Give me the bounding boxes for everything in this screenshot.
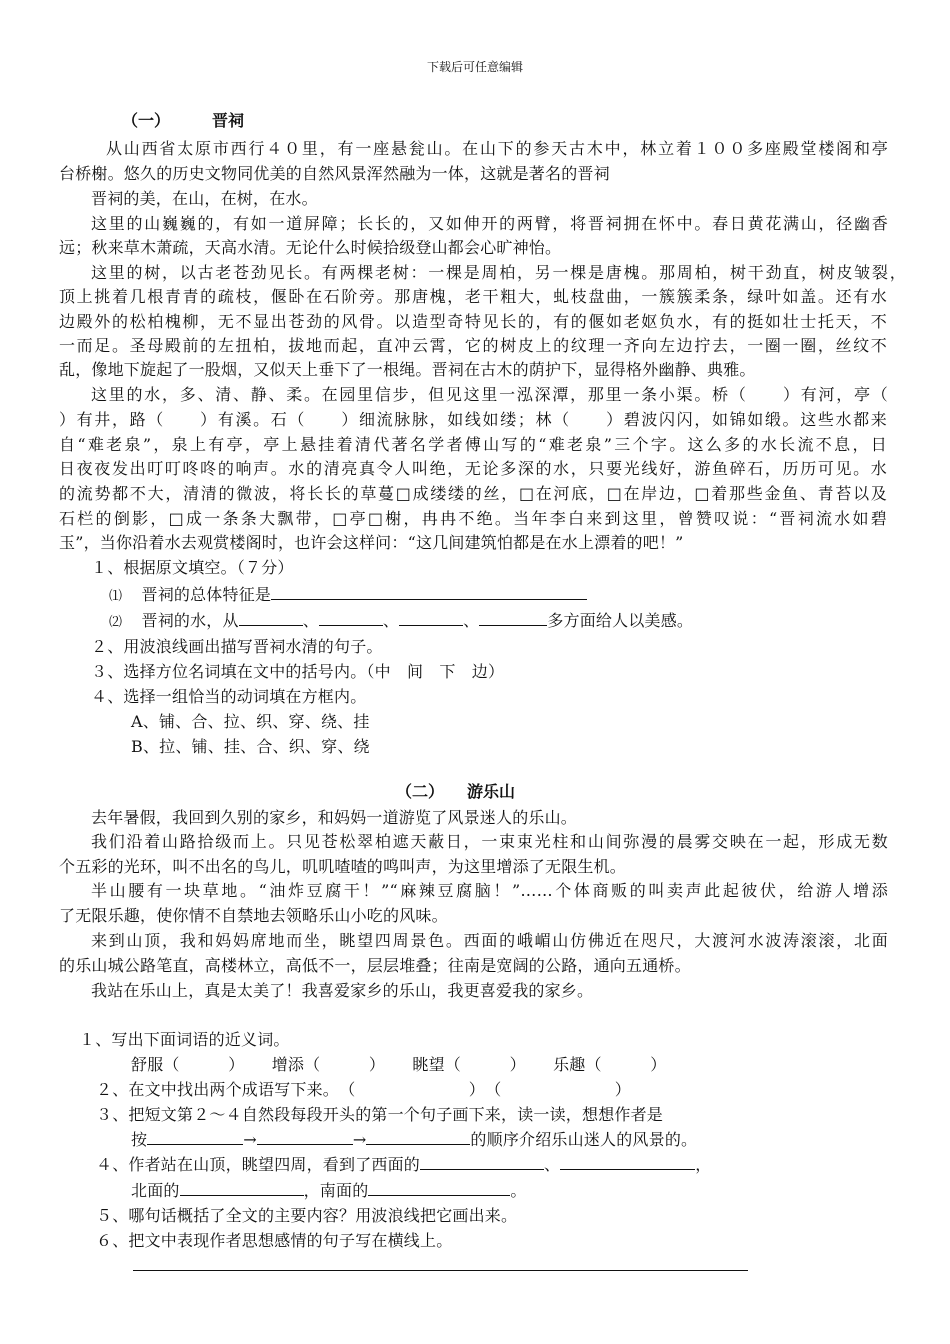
s2-question-4 xyxy=(96,1152,711,1175)
section2-number: （二） xyxy=(396,782,445,801)
s2-q1-word-4: 乐趣（ ） xyxy=(553,1055,667,1074)
s1-line-4: 这里的山巍巍的，有如一道屏障；长长的，又如伸开的两臂，将晋祠拥在怀中。春日黄花满山，径幽香 xyxy=(91,214,888,233)
s2-q4-south: ，南面的 xyxy=(303,1181,369,1200)
s1-line-15: 的流势都不大，清清的微波，将长长的草蔓□成缕缕的丝，□在河底，□在岸边，□着那些金鱼、青苔以及 xyxy=(59,484,887,503)
answer-blank[interactable] xyxy=(180,1180,304,1196)
s1-q1-1-number: ⑴ xyxy=(109,589,123,604)
s2-q3-prefix: 按 xyxy=(131,1130,148,1149)
section1-number: （一） xyxy=(122,111,171,130)
s1-q1-2-number: ⑵ xyxy=(109,615,123,630)
s1-line-6: 这里的树，以古老苍劲见长。有两棵老树：一棵是周柏，另一棵是唐槐。那周柏，树干劲直，树皮皱裂， xyxy=(91,263,906,282)
s1-line-2: 台桥榭。悠久的历史文物同优美的自然风景浑然融为一体，这就是著名的晋祠 xyxy=(59,164,610,183)
separator: 、 xyxy=(382,611,400,630)
s2-q1-words xyxy=(131,1052,667,1075)
answer-blank[interactable] xyxy=(271,584,587,600)
s1-q4-option-b: B、拉、铺、挂、合、织、穿、绕 xyxy=(131,737,370,756)
s2-q3-suffix: 的顺序介绍乐山迷人的风景的。 xyxy=(470,1130,698,1149)
s1-q1-2-end: 多方面给人以美感。 xyxy=(547,611,694,630)
s1-question-1-1 xyxy=(109,582,587,605)
s1-question-1-2 xyxy=(109,608,693,631)
s2-line-5: 了无限乐趣，使你情不自禁地去领略乐山小吃的风味。 xyxy=(59,906,448,925)
s1-line-12: ）有井，路（ ）有溪。石（ ）细流脉脉，如线如缕；林（ ）碧波闪闪，如锦如缎。这些水都来 xyxy=(59,410,887,429)
s2-question-6: ６、把文中表现作者思想感情的句子写在横线上。 xyxy=(96,1231,453,1250)
page-header: 下载后可任意编辑 xyxy=(426,60,523,74)
s1-line-9: 一而足。圣母殿前的左扭柏，拔地而起，直冲云霄，它的树皮上的纹理一齐向左边拧去，一圈一圈，丝纹不 xyxy=(59,336,887,355)
s1-line-16: 石栏的倒影，□成一条条大飘带，□亭□榭，冉冉不绝。当年李白来到这里，曾赞叹说：“晋祠流水如碧 xyxy=(59,509,887,528)
s1-question-4: ４、选择一组恰当的动词填在方框内。 xyxy=(91,687,367,706)
s1-line-10: 乱，像地下旋起了一股烟，又似天上垂下了一根绳。晋祠在古木的荫护下，显得格外幽静、典雅。 xyxy=(59,360,756,379)
s2-q1-word-1: 舒服（ ） xyxy=(131,1055,245,1074)
answer-blank[interactable] xyxy=(147,1129,243,1145)
s2-question-2: ２、在文中找出两个成语写下来。 （ ） （ ） xyxy=(96,1080,632,1099)
s2-line-4: 半山腰有一块草地。“油炸豆腐干！”“麻辣豆腐脑！”……个体商贩的叫卖声此起彼伏，给游人增添 xyxy=(91,881,888,900)
s1-line-11: 这里的水，多、清、静、柔。在园里信步，但见这里一泓深潭，那里一条小渠。桥（ ）有河，亭（ xyxy=(91,385,888,404)
arrow: → xyxy=(352,1130,367,1149)
s1-line-7: 顶上挑着几根青青的疏枝，偃卧在石阶旁。那唐槐，老干粗大，虬枝盘曲，一簇簇柔条，绿叶如盖。还有水 xyxy=(59,287,887,306)
separator: 、 xyxy=(544,1155,561,1174)
s1-line-5: 远；秋来草木萧疏，天高水清。无论什么时候拾级登山都会心旷神怡。 xyxy=(59,238,562,257)
s1-q1-2-text: 晋祠的水，从 xyxy=(141,611,239,630)
s1-question-3: ３、选择方位名词填在文中的括号内。（中 间 下 边） xyxy=(91,662,505,681)
s2-line-6: 来到山顶，我和妈妈席地而坐，眺望四周景色。西面的峨嵋山仿佛近在咫尺，大渡河水波涛滚滚，北面 xyxy=(91,931,888,950)
answer-blank[interactable] xyxy=(479,610,547,626)
separator: 、 xyxy=(302,611,319,630)
s1-question-2: ２、用波浪线画出描写晋祠水清的句子。 xyxy=(91,637,383,656)
s2-q1-word-3: 眺望（ ） xyxy=(412,1055,526,1074)
s2-line-2: 我们沿着山路拾级而上。只见苍松翠柏遮天蔽日，一束束光柱和山间弥漫的晨雾交映在一起，形成无数 xyxy=(91,832,888,851)
s1-line-1: 从山西省太原市西行４０里，有一座悬瓮山。在山下的参天古木中，林立着１００多座殿堂楼阁和亭 xyxy=(106,139,888,158)
s2-line-8: 我站在乐山上，真是太美了！我喜爱家乡的乐山，我更喜爱我的家乡。 xyxy=(91,981,594,1000)
s1-line-3: 晋祠的美，在山，在树，在水。 xyxy=(91,189,318,208)
s1-q4-option-a: A、铺、合、拉、织、穿、绕、挂 xyxy=(131,712,370,731)
s2-question-5: ５、哪句话概括了全文的主要内容？用波浪线把它画出来。 xyxy=(96,1206,518,1225)
section1-title: 晋祠 xyxy=(212,111,245,130)
s1-question-1: １、根据原文填空。（７分） xyxy=(91,558,294,577)
s2-q4-comma: ， xyxy=(695,1155,712,1174)
answer-line[interactable] xyxy=(133,1270,748,1271)
s1-line-17: 玉”，当你沿着水去观赏楼阁时，也许会这样问：“这几间建筑怕都是在水上漂着的吧！” xyxy=(59,533,684,552)
answer-blank[interactable] xyxy=(560,1154,695,1170)
s2-q4-text: ４、作者站在山顶，眺望四周，看到了西面的 xyxy=(96,1155,421,1174)
s2-q4-line-2 xyxy=(131,1178,527,1201)
answer-blank[interactable] xyxy=(366,1129,470,1145)
s2-q3-line-2 xyxy=(131,1127,697,1150)
s1-line-13: 自“难老泉”，泉上有亭，亭上悬挂着清代著名学者傅山写的“难老泉”三个字。这么多的水长流不息，日 xyxy=(59,435,887,454)
answer-blank[interactable] xyxy=(420,1154,544,1170)
arrow: → xyxy=(243,1130,257,1149)
section2-title: 游乐山 xyxy=(467,782,516,801)
s2-q4-period: 。 xyxy=(510,1181,527,1200)
s2-q4-north: 北面的 xyxy=(131,1181,180,1200)
answer-blank[interactable] xyxy=(239,610,303,626)
s1-line-8: 边殿外的松柏槐柳，无不显出苍劲的风骨。以造型奇特见长的，有的偃如老妪负水，有的挺如壮士托天，不 xyxy=(59,312,887,331)
answer-blank[interactable] xyxy=(319,610,383,626)
separator: 、 xyxy=(463,611,480,630)
answer-blank[interactable] xyxy=(257,1129,353,1145)
answer-blank[interactable] xyxy=(368,1180,510,1196)
s2-line-7: 的乐山城公路笔直，高楼林立，高低不一，层层堆叠；往南是宽阔的公路，通向五通桥。 xyxy=(59,956,691,975)
s2-q1-word-2: 增添（ ） xyxy=(271,1055,386,1074)
s2-line-3: 个五彩的光环，叫不出名的鸟儿，叽叽喳喳的鸣叫声，为这里增添了无限生机。 xyxy=(59,857,627,876)
s1-q1-1-text: 晋祠的总体特征是 xyxy=(141,585,272,604)
s2-question-3: ３、把短文第２～４自然段每段开头的第一个句子画下来，读一读，想想作者是 xyxy=(96,1105,664,1124)
s1-line-14: 日夜夜发出叮叮咚咚的响声。水的清亮真令人叫绝，无论多深的水，只要光线好，游鱼碎石，历历可见。水 xyxy=(59,459,887,478)
answer-blank[interactable] xyxy=(399,610,463,626)
s2-line-1: 去年暑假，我回到久别的家乡，和妈妈一道游览了风景迷人的乐山。 xyxy=(91,808,578,827)
s2-question-1: １、写出下面词语的近义词。 xyxy=(79,1030,290,1049)
